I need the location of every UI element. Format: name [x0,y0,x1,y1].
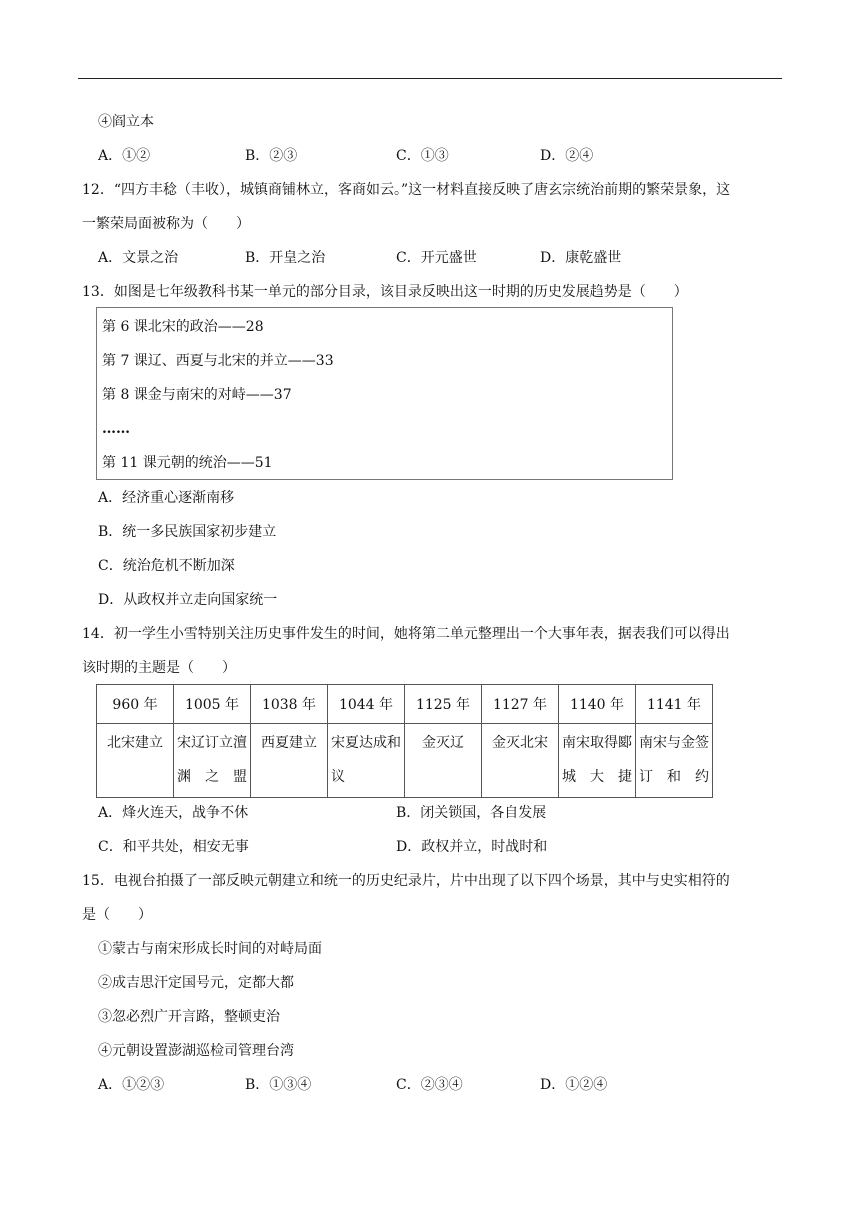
q13-option-d: D．从政权并立走向国家统一 [98,592,278,608]
q13-option-b: B．统一多民族国家初步建立 [98,524,277,540]
table-row-years [97,685,713,724]
q14-option-b: B．闭关锁国，各自发展 [396,805,547,821]
q11-option-a: A．①② [98,148,151,164]
year-cell: 1044 年 [328,685,405,724]
q14-option-c: C．和平共处，相安无事 [98,839,249,855]
event-cell: 宋夏达成和议 [328,724,405,798]
q15-option-d: D．①②④ [540,1077,608,1093]
textbook-toc-box [96,307,673,480]
q15-item-1: ①蒙古与南宋形成长时间的对峙局面 [98,941,322,957]
q12-option-a: A．文景之治 [98,250,179,266]
year-cell: 1038 年 [251,685,328,724]
header-rule [78,78,782,79]
q12-stem-line2: 一繁荣局面被称为（ ） [82,216,250,232]
toc-entry: 第 6 课北宋的政治——28 [102,319,264,335]
q14-stem-line1: 14．初一学生小雪特别关注历史事件发生的时间，她将第二单元整理出一个大事年表，据表我们可以得出 [82,626,730,642]
q11-option-d: D．②④ [540,148,594,164]
q14-stem-line2: 该时期的主题是（ ） [82,660,236,676]
event-cell: 南宋与金签订和约 [636,724,713,798]
toc-entry: 第 7 课辽、西夏与北宋的并立——33 [102,353,334,369]
q15-item-2: ②成吉思汗定国号元，定都大都 [98,975,294,991]
q11-option-b: B．②③ [245,148,298,164]
q14-option-d: D．政权并立，时战时和 [396,839,548,855]
year-cell: 1127 年 [482,685,559,724]
q11-option-c: C．①③ [396,148,449,164]
event-cell: 西夏建立 [251,724,328,798]
toc-ellipsis: …… [102,421,130,437]
toc-entry: 第 11 课元朝的统治——51 [102,455,273,471]
q15-option-c: C．②③④ [396,1077,463,1093]
q12-option-d: D．康乾盛世 [540,250,622,266]
q15-item-4: ④元朝设置澎湖巡检司管理台湾 [98,1043,294,1059]
q15-item-3: ③忽必烈广开言路，整顿吏治 [98,1009,280,1025]
year-cell: 1140 年 [559,685,636,724]
q15-stem-line1: 15．电视台拍摄了一部反映元朝建立和统一的历史纪录片，片中出现了以下四个场景，其中与史实相符的 [82,873,730,889]
table-row-events [97,724,713,798]
q11-item-4: ④阎立本 [98,114,154,130]
q13-option-a: A．经济重心逐渐南移 [98,490,235,506]
year-cell: 1005 年 [174,685,251,724]
event-cell: 宋辽订立澶渊之盟 [174,724,251,798]
q14-option-a: A．烽火连天，战争不休 [98,805,249,821]
event-cell: 金灭北宋 [482,724,559,798]
q12-option-c: C．开元盛世 [396,250,477,266]
q15-stem-line2: 是（ ） [82,907,152,923]
events-timeline-table [96,684,713,798]
year-cell: 1125 年 [405,685,482,724]
q12-option-b: B．开皇之治 [245,250,326,266]
year-cell: 1141 年 [636,685,713,724]
q12-stem-line1: 12．“四方丰稔（丰收），城镇商铺林立，客商如云。”这一材料直接反映了唐玄宗统治前期的繁荣景象，这 [82,182,731,198]
toc-entry: 第 8 课金与南宋的对峙——37 [102,387,292,403]
q15-option-b: B．①③④ [245,1077,312,1093]
event-cell: 南宋取得郾城大捷 [559,724,636,798]
q13-option-c: C．统治危机不断加深 [98,558,235,574]
event-cell: 北宋建立 [97,724,174,798]
event-cell: 金灭辽 [405,724,482,798]
q13-stem-line1: 13．如图是七年级教科书某一单元的部分目录，该目录反映出这一时期的历史发展趋势是（ ） [82,284,688,300]
year-cell: 960 年 [97,685,174,724]
q15-option-a: A．①②③ [98,1077,165,1093]
